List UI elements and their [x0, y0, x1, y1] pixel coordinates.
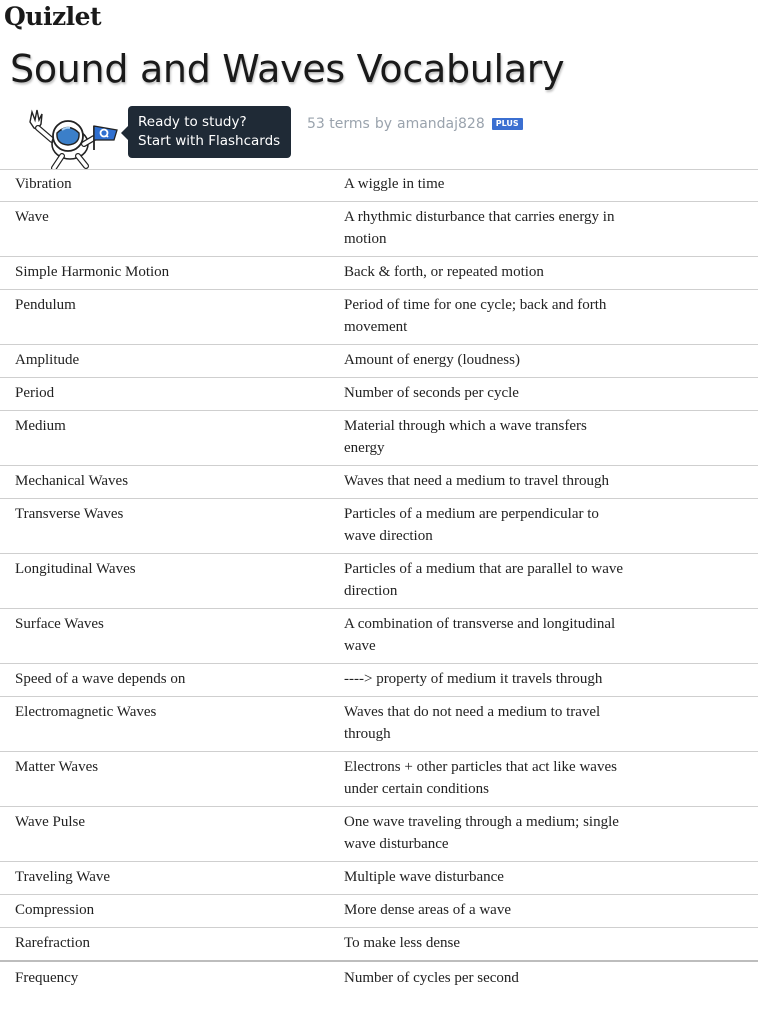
term-row [0, 554, 758, 609]
term-definition: Waves that do not need a medium to travel through [344, 704, 601, 742]
term-word: Vibration [15, 176, 72, 192]
term-word: Compression [15, 902, 95, 918]
author-link[interactable]: amandaj828 [396, 116, 485, 132]
term-row [0, 411, 758, 466]
term-definition: Electrons + other particles that act like waves under certain conditions [344, 759, 617, 797]
term-word: Electromagnetic Waves [15, 704, 157, 720]
tooltip-line-2[interactable]: Start with Flashcards [138, 133, 281, 149]
term-word: Amplitude [15, 352, 80, 368]
term-definition: Multiple wave disturbance [344, 869, 504, 885]
term-row [0, 928, 758, 962]
term-definition: A wiggle in time [344, 176, 445, 192]
term-word: Longitudinal Waves [15, 561, 136, 577]
term-row [0, 466, 758, 499]
term-row [0, 202, 758, 257]
term-word: Period [15, 385, 55, 401]
page-title: Sound and Waves Vocabulary [10, 47, 565, 91]
term-row [0, 895, 758, 928]
term-word: Mechanical Waves [15, 473, 129, 489]
term-definition: A combination of transverse and longitudinal wave [344, 616, 616, 654]
term-row [0, 807, 758, 862]
quizlet-logo[interactable]: Quizlet [4, 2, 102, 31]
term-definition: ----> property of medium it travels through [344, 671, 603, 687]
term-definition: Particles of a medium that are parallel to wave direction [344, 561, 624, 599]
term-definition: Amount of energy (loudness) [344, 352, 520, 368]
by-label: by [374, 116, 392, 132]
terms-table [0, 169, 758, 995]
plus-badge: PLUS [492, 118, 523, 130]
term-definition: To make less dense [344, 935, 461, 951]
term-definition: Back & forth, or repeated motion [344, 264, 544, 280]
tooltip-line-1: Ready to study? [138, 114, 247, 130]
term-word: Matter Waves [15, 759, 99, 775]
term-word: Transverse Waves [15, 506, 124, 522]
term-definition: A rhythmic disturbance that carries energy in motion [344, 209, 615, 247]
term-word: Medium [15, 418, 66, 434]
term-definition: Material through which a wave transfers energy [344, 418, 587, 456]
term-definition: More dense areas of a wave [344, 902, 511, 918]
term-word: Rarefraction [15, 935, 90, 951]
term-word: Frequency [15, 970, 79, 986]
term-row [0, 257, 758, 290]
term-row [0, 962, 758, 995]
term-word: Surface Waves [15, 616, 104, 632]
term-count: 53 terms [307, 116, 370, 132]
term-definition: One wave traveling through a medium; single wave disturbance [344, 814, 619, 852]
term-row [0, 378, 758, 411]
term-row [0, 499, 758, 554]
term-definition: Number of cycles per second [344, 970, 519, 986]
term-definition: Period of time for one cycle; back and forth movement [344, 297, 607, 335]
term-word: Wave Pulse [15, 814, 86, 830]
term-definition: Number of seconds per cycle [344, 385, 519, 401]
term-row [0, 664, 758, 697]
term-word: Traveling Wave [15, 869, 111, 885]
astronaut-with-flag-icon[interactable] [22, 106, 122, 170]
term-word: Simple Harmonic Motion [15, 264, 170, 280]
set-meta [307, 116, 523, 132]
term-row [0, 752, 758, 807]
term-row [0, 609, 758, 664]
term-word: Pendulum [15, 297, 76, 313]
term-word: Speed of a wave depends on [15, 671, 186, 687]
term-definition: Waves that need a medium to travel through [344, 473, 609, 489]
term-row [0, 290, 758, 345]
term-word: Wave [15, 209, 49, 225]
term-row [0, 345, 758, 378]
term-row [0, 697, 758, 752]
term-row [0, 862, 758, 895]
term-definition: Particles of a medium are perpendicular to wave direction [344, 506, 599, 544]
term-row [0, 170, 758, 202]
study-prompt-tooltip[interactable] [128, 106, 291, 158]
